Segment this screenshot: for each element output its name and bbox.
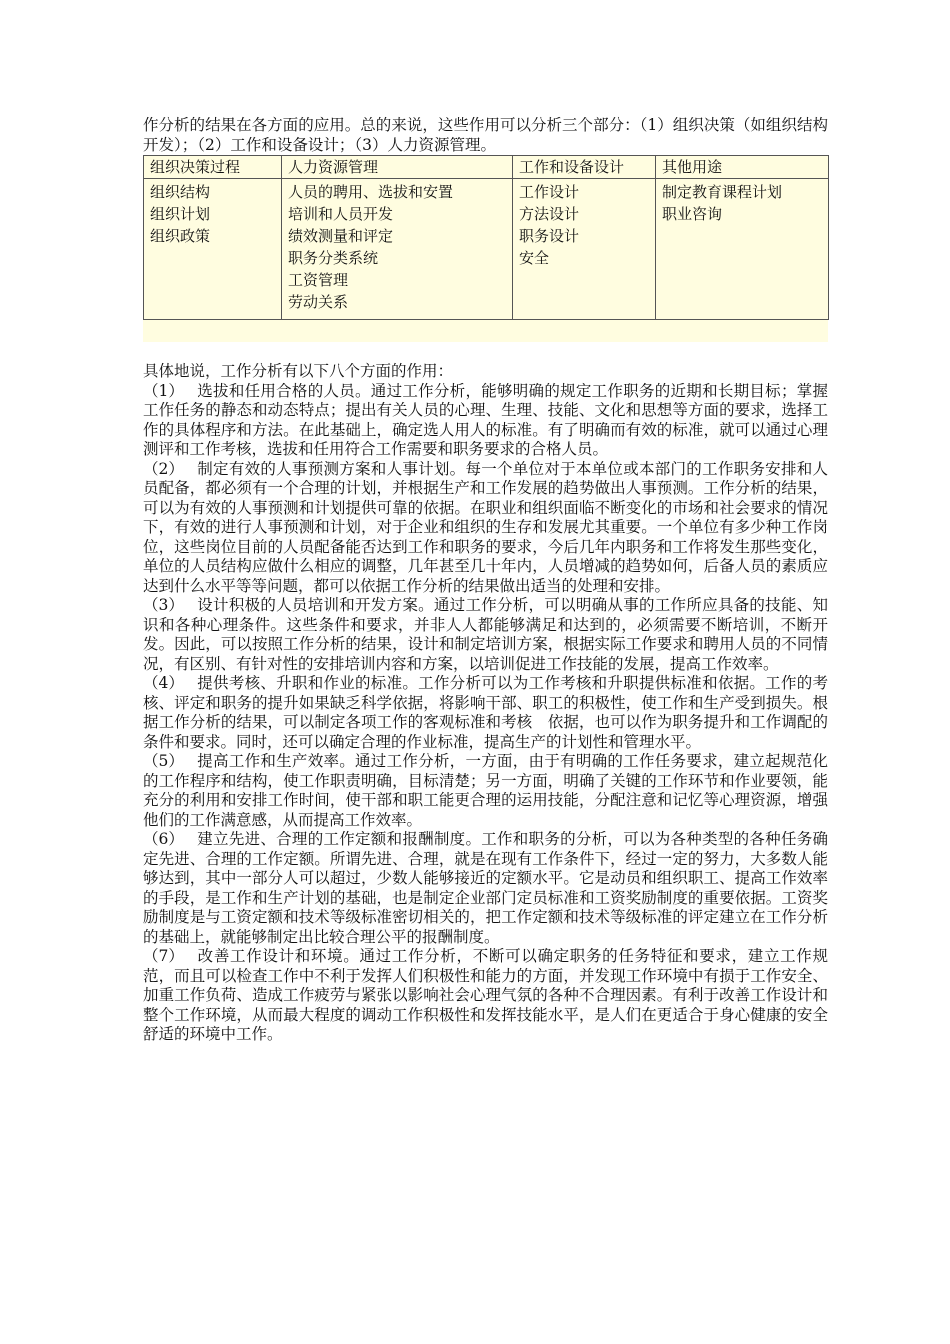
table-row [144, 179, 829, 320]
lead-paragraph: 具体地说，工作分析有以下八个方面的作用： [143, 362, 454, 380]
item-number: （7） [143, 947, 184, 965]
list-item: 组织结构 [150, 183, 211, 201]
table-header-row [144, 156, 829, 179]
list-item: 职务分类系统 [288, 249, 379, 267]
table-cell-design [513, 179, 656, 320]
item-number: （5） [143, 752, 184, 770]
list-item [143, 830, 828, 947]
list-item [143, 596, 828, 674]
item-number: （6） [143, 830, 184, 848]
list-item: 人员的聘用、选拔和安置 [288, 183, 454, 201]
document-page [143, 116, 828, 1045]
table-header-cell: 人力资源管理 [282, 156, 513, 179]
usage-table [143, 155, 829, 320]
table-header-cell: 组织决策过程 [144, 156, 282, 179]
list-item: 方法设计 [519, 205, 580, 223]
table-header-cell: 其他用途 [656, 156, 829, 179]
item-text: 建立先进、合理的工作定额和报酬制度。工作和职务的分析，可以为各种类型的各种任务确定先进、合理的工作定额。所谓先进、合理，就是在现有工作条件下，经过一定的努力，大多数人能够达到，其中一部分人可以超过，少数人能够接近的定额水平。它是动员和组织职工、提高工作效率的手段，是工作和生产计划的基础，也是制定企业部门定员标准和工资奖励制度的重要依据。工资奖励制度是与工资定额和技术等级标准密切相关的，把工作定额和技术等级标准的评定建立在工作分析的基础上，就能够制定出比较合理公平的报酬制度。 [143, 830, 828, 946]
list-item: 绩效测量和评定 [288, 227, 394, 245]
item-text: 选拔和任用合格的人员。通过工作分析，能够明确的规定工作职务的近期和长期目标；掌握工作任务的静态和动态特点；提出有关人员的心理、生理、技能、文化和思想等方面的要求，选择工作的具体程序和方法。在此基础上，确定选人用人的标准。有了明确而有效的标准，就可以通过心理测评和工作考核，选拔和任用符合工作需要和职务要求的合格人员。 [143, 381, 828, 458]
usage-table-container [143, 155, 828, 342]
item-number: （4） [143, 674, 184, 692]
item-text: 提供考核、升职和作业的标准。工作分析可以为工作考核和升职提供标准和依据。工作的考核、评定和职务的提升如果缺乏科学依据，将影响干部、职工的积极性，使工作和生产受到损失。根据工作分析的结果，可以制定各项工作的客观标准和考核 依据，也可以作为职务提升和工作调配的条件和要求。同时，还可以确定合理的作业标准，提高生产的计划性和管理水平。 [143, 674, 828, 751]
item-text: 提高工作和生产效率。通过工作分析，一方面，由于有明确的工作任务要求，建立起规范化的工作程序和结构，使工作职责明确，目标清楚；另一方面，明确了关键的工作环节和作业要领，能充分的利用和安排工作时间，使干部和职工能更合理的运用技能，分配注意和记忆等心理资源，增强他们的工作满意感，从而提高工作效率。 [143, 752, 828, 829]
item-number: （2） [143, 459, 184, 478]
list-item [143, 752, 828, 830]
list-item: 职业咨询 [662, 205, 723, 223]
list-item: 组织政策 [150, 227, 211, 245]
list-item: 职务设计 [519, 227, 580, 245]
list-item: 制定教育课程计划 [662, 183, 783, 201]
table-footer-band [143, 320, 828, 342]
item-text: 设计积极的人员培训和开发方案。通过工作分析，可以明确从事的工作所应具备的技能、知识和各种心理条件。这些条件和要求，并非人人都能够满足和达到的，必须需要不断培训，不断开发。因此，可以按照工作分析的结果，设计和制定培训方案，根据实际工作要求和聘用人员的不同情况，有区别、有针对性的安排培训内容和方案，以培训促进工作技能的发展，提高工作效率。 [143, 596, 828, 673]
table-cell-org [144, 179, 282, 320]
list-item [143, 460, 828, 597]
list-item [143, 382, 828, 460]
list-item: 培训和人员开发 [288, 205, 394, 223]
item-number: （3） [143, 596, 184, 614]
list-item: 工资管理 [288, 271, 349, 289]
intro-paragraph: 作分析的结果在各方面的应用。总的来说，这些作用可以分析三个部分：（1）组织决策（如组织结构开发）；（2）工作和设备设计；（3）人力资源管理。 [143, 116, 828, 154]
item-number: （1） [143, 381, 184, 400]
table-header-cell: 工作和设备设计 [513, 156, 656, 179]
list-item: 组织计划 [150, 205, 211, 223]
table-cell-hr [282, 179, 513, 320]
list-item [143, 947, 828, 1045]
list-item [143, 674, 828, 752]
list-item: 安全 [519, 249, 550, 267]
item-text: 制定有效的人事预测方案和人事计划。每一个单位对于本单位或本部门的工作职务安排和人员配备，都必须有一个合理的计划，并根据生产和工作发展的趋势做出人事预测。工作分析的结果，可以为有效的人事预测和计划提供可靠的依据。在职业和组织面临不断变化的市场和社会要求的情况下，有效的进行人事预测和计划，对于企业和组织的生存和发展尤其重要。一个单位有多少种工作岗位，这些岗位目前的人员配备能否达到工作和职务的要求，今后几年内职务和工作将发生那些变化，单位的人员结构应做什么相应的调整，几年甚至几十年内，人员增减的趋势如何，后备人员的素质应达到什么水平等等问题，都可以依据工作分析的结果做出适当的处理和安排。 [143, 459, 828, 595]
item-text: 改善工作设计和环境。通过工作分析，不断可以确定职务的任务特征和要求，建立工作规范，而且可以检查工作中不利于发挥人们积极性和能力的方面，并发现工作环境中有损于工作安全、加重工作负荷、造成工作疲劳与紧张以影响社会心理气氛的各种不合理因素。有利于改善工作设计和整个工作环境，从而最大程度的调动工作积极性和发挥技能水平，是人们在更适合于身心健康的安全舒适的环境中工作。 [143, 947, 828, 1043]
table-cell-other [656, 179, 829, 320]
list-item: 劳动关系 [288, 293, 349, 311]
list-item: 工作设计 [519, 183, 580, 201]
